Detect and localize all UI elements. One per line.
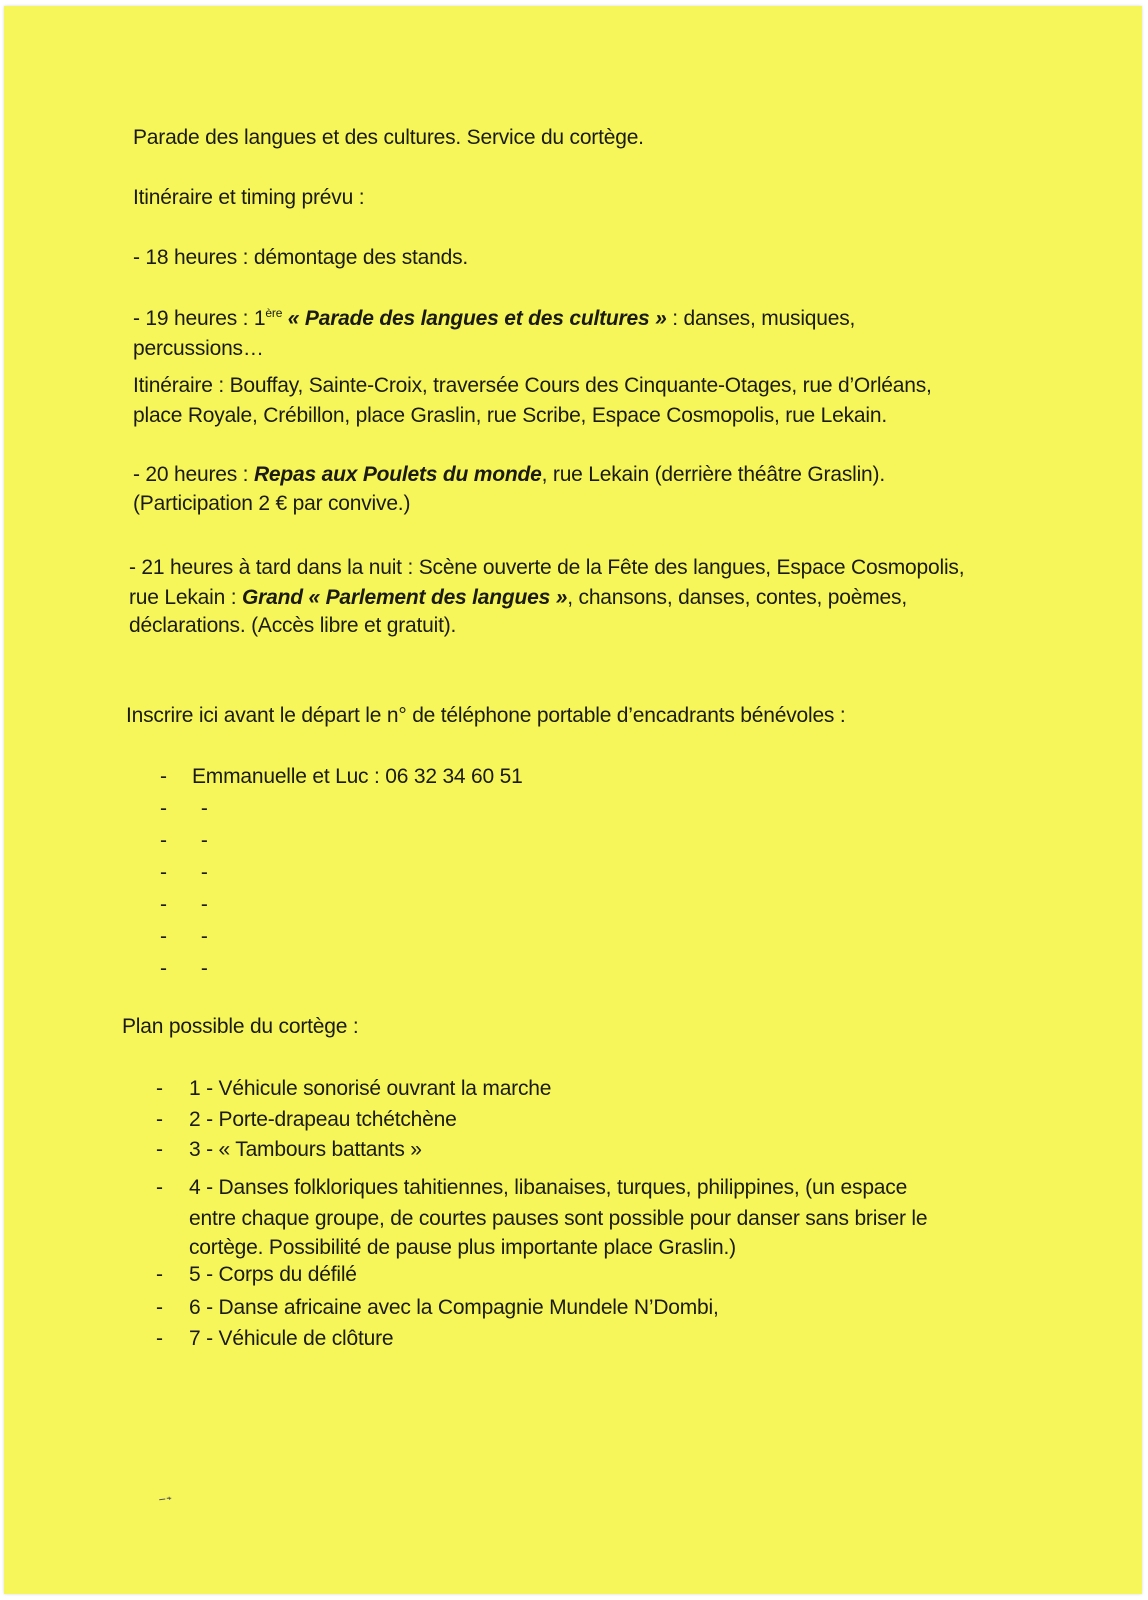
phone-heading: Inscrire ici avant le départ le n° de téléphone portable d’encadrants bénévoles : xyxy=(126,704,846,727)
plan-item-2: 2 - Porte-drapeau tchétchène xyxy=(189,1108,457,1131)
phone-entry-blank: - - xyxy=(160,925,222,948)
phone-entry-blank: - - xyxy=(160,829,222,852)
plan-item-7: 7 - Véhicule de clôture xyxy=(189,1327,394,1350)
ordinal-superscript: ère xyxy=(265,306,283,320)
schedule-19h-suffix: : danses, musiques, xyxy=(666,307,856,330)
quote-open: « xyxy=(282,307,305,330)
schedule-21h-line-3: déclarations. (Accès libre et gratuit). xyxy=(129,614,457,637)
plan-item-4: 4 - Danses folkloriques tahitiennes, libanaises, turques, philippines, (un espace xyxy=(189,1176,908,1199)
schedule-20h-prefix: - 20 heures : xyxy=(133,463,254,486)
phone-list-dash: - xyxy=(160,765,167,788)
phone-entry-blank: - - xyxy=(160,797,222,820)
route-line-2: place Royale, Crébillon, place Graslin, rue Scribe, Espace Cosmopolis, rue Lekain. xyxy=(133,404,887,427)
plan-dash: - xyxy=(156,1327,163,1350)
schedule-item-21h: - 21 heures à tard dans la nuit : Scène ouverte de la Fête des langues, Espace Cosmopolis, xyxy=(129,556,965,579)
plan-dash: - xyxy=(156,1138,163,1161)
plan-dash: - xyxy=(156,1263,163,1286)
schedule-21h-line-2 xyxy=(129,584,907,612)
quote-close: » xyxy=(649,307,667,330)
plan-heading: Plan possible du cortège : xyxy=(122,1015,359,1038)
phone-entry-blank: - - xyxy=(160,957,222,980)
parade-title-emphasis: Parade des langues et des cultures xyxy=(304,307,650,330)
plan-dash: - xyxy=(156,1108,163,1131)
plan-dash: - xyxy=(156,1077,163,1100)
plan-item-5: 5 - Corps du défilé xyxy=(189,1263,357,1286)
phone-entry-blank: - - xyxy=(160,893,222,916)
schedule-19h-continuation: percussions… xyxy=(133,337,264,360)
schedule-21h-prefix: rue Lekain : xyxy=(129,586,242,609)
schedule-item-18h: - 18 heures : démontage des stands. xyxy=(133,246,469,269)
plan-item-3: 3 - « Tambours battants » xyxy=(189,1138,422,1161)
pen-mark xyxy=(156,1496,176,1502)
plan-item-1: 1 - Véhicule sonorisé ouvrant la marche xyxy=(189,1077,552,1100)
schedule-item-19h xyxy=(133,305,855,333)
route-line-1: Itinéraire : Bouffay, Sainte-Croix, traversée Cours des Cinquante-Otages, rue d’Orléans, xyxy=(133,374,932,397)
document-title: Parade des langues et des cultures. Service du cortège. xyxy=(133,126,644,149)
schedule-21h-suffix: , chansons, danses, contes, poèmes, xyxy=(567,586,907,609)
phone-entry-1: Emmanuelle et Luc : 06 32 34 60 51 xyxy=(192,765,523,788)
plan-dash: - xyxy=(156,1176,163,1199)
plan-item-6: 6 - Danse africaine avec la Compagnie Mundele N’Dombi, xyxy=(189,1296,719,1319)
itinerary-heading: Itinéraire et timing prévu : xyxy=(133,186,365,209)
meal-title-emphasis: Repas aux Poulets du monde xyxy=(253,463,542,486)
phone-entry-blank: - - xyxy=(160,861,222,884)
document-page xyxy=(4,6,1142,1594)
plan-item-4-line-3: cortège. Possibilité de pause plus importante place Graslin.) xyxy=(189,1236,736,1259)
schedule-20h-continuation: (Participation 2 € par convive.) xyxy=(133,492,411,515)
schedule-20h-suffix: , rue Lekain (derrière théâtre Graslin). xyxy=(541,463,885,486)
schedule-item-20h xyxy=(133,461,885,489)
plan-item-4-line-2: entre chaque groupe, de courtes pauses sont possible pour danser sans briser le xyxy=(189,1207,928,1230)
parliament-title-emphasis: Grand « Parlement des langues » xyxy=(241,586,568,609)
plan-dash: - xyxy=(156,1296,163,1319)
schedule-19h-prefix: - 19 heures : 1 xyxy=(133,307,266,330)
